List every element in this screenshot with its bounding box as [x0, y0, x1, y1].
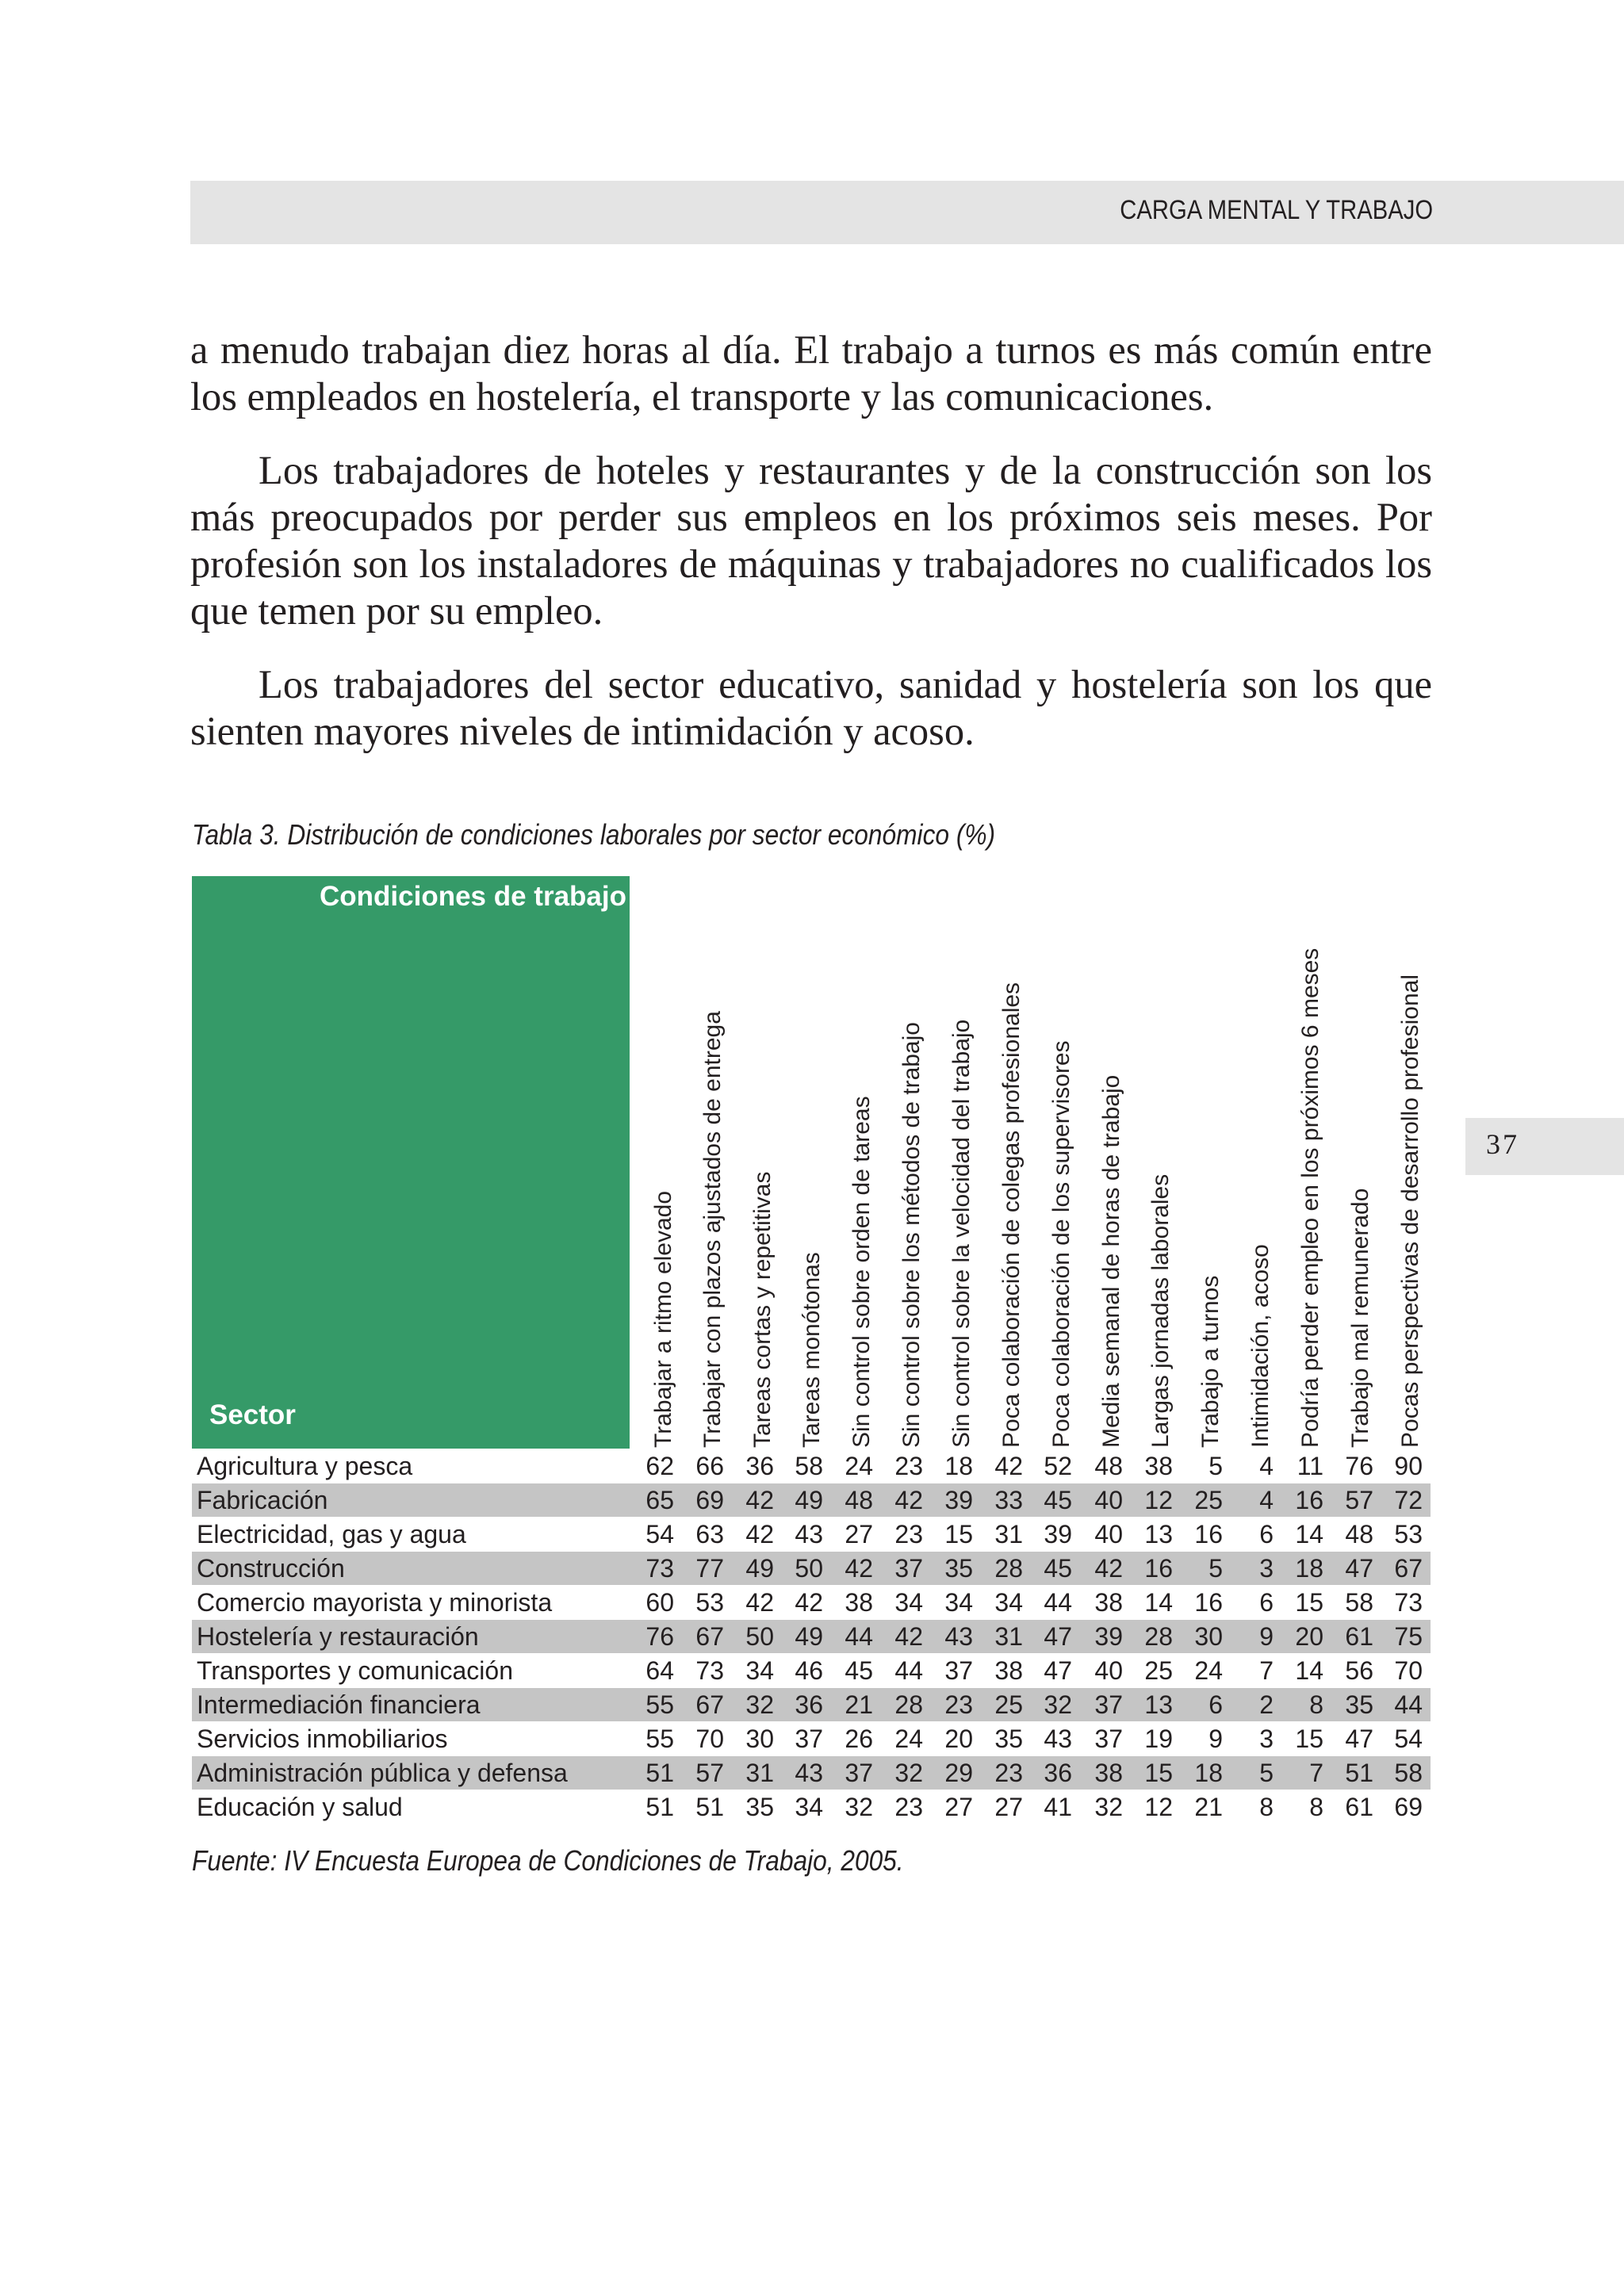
table-cell: 40 [1094, 1486, 1123, 1514]
table-cell: 90 [1394, 1452, 1423, 1480]
table-cell: 23 [894, 1452, 923, 1480]
table-cell: 55 [645, 1690, 674, 1719]
table-cell: 20 [1295, 1622, 1323, 1651]
table-row-sector: Agricultura y pesca [197, 1452, 413, 1480]
table-row-sector: Intermediación financiera [197, 1690, 481, 1719]
table-cell: 25 [1194, 1486, 1223, 1514]
table-cell: 35 [1345, 1690, 1373, 1719]
table-row-sector: Administración pública y defensa [197, 1759, 568, 1787]
table-cell: 37 [1094, 1690, 1123, 1719]
table-cell: 65 [645, 1486, 674, 1514]
table-cell: 58 [795, 1452, 823, 1480]
table-cell: 18 [944, 1452, 973, 1480]
table-cell: 35 [944, 1554, 973, 1583]
table-cell: 14 [1295, 1520, 1323, 1548]
table-cell: 30 [1194, 1622, 1223, 1651]
table-row-sector: Servicios inmobiliarios [197, 1725, 448, 1753]
table-cell: 5 [1208, 1452, 1223, 1480]
table-row-sector: Construcción [197, 1554, 345, 1583]
table-cell: 31 [745, 1759, 774, 1787]
table-cell: 69 [1394, 1793, 1423, 1821]
paragraph: Los trabajadores del sector educativo, sanidad y hostelería son los que sienten mayores niveles de intimidación y acoso. [190, 662, 1432, 753]
running-header-title: CARGA MENTAL Y TRABAJO [1120, 195, 1433, 225]
table-cell: 36 [1044, 1759, 1072, 1787]
table-cell: 53 [1394, 1520, 1423, 1548]
table-cell: 20 [944, 1725, 973, 1753]
table-cell: 28 [1144, 1622, 1173, 1651]
table-cell: 42 [745, 1588, 774, 1617]
table-row-sector: Fabricación [197, 1486, 328, 1514]
table-cell: 73 [1394, 1588, 1423, 1617]
table-cell: 37 [795, 1725, 823, 1753]
table-cell: 60 [645, 1588, 674, 1617]
table-cell: 57 [1345, 1486, 1373, 1514]
table-cell: 47 [1044, 1622, 1072, 1651]
table-row-sector: Transportes y comunicación [197, 1656, 513, 1685]
table-cell: 6 [1259, 1520, 1274, 1548]
column-header [895, 877, 929, 1448]
column-header-label: Sin control sobre la velocidad del trabajo [948, 1019, 975, 1448]
table-cell: 9 [1208, 1725, 1223, 1753]
column-header-label: Trabajar a ritmo elevado [650, 1190, 676, 1448]
table-cell: 6 [1259, 1588, 1274, 1617]
table-cell: 73 [645, 1554, 674, 1583]
table-cell: 4 [1259, 1452, 1274, 1480]
column-header-label: Media semanal de horas de trabajo [1098, 1074, 1124, 1448]
page-number: 37 [1486, 1128, 1519, 1160]
table-cell: 45 [1044, 1554, 1072, 1583]
table-cell: 49 [745, 1554, 774, 1583]
table-cell: 76 [645, 1622, 674, 1651]
column-header-label: Poca colaboración de colegas profesionales [998, 982, 1025, 1448]
table-corner-header [192, 876, 630, 1449]
table-cell: 48 [845, 1486, 873, 1514]
table-cell: 56 [1345, 1656, 1373, 1685]
column-header [1244, 877, 1277, 1448]
table-cell: 39 [1044, 1520, 1072, 1548]
table-cell: 34 [994, 1588, 1023, 1617]
table-cell: 62 [645, 1452, 674, 1480]
table-cell: 12 [1144, 1486, 1173, 1514]
table-cell: 49 [795, 1622, 823, 1651]
table-cell: 77 [695, 1554, 724, 1583]
table-cell: 7 [1309, 1759, 1323, 1787]
table-cell: 44 [1394, 1690, 1423, 1719]
table-cell: 49 [795, 1486, 823, 1514]
table-cell: 42 [845, 1554, 873, 1583]
table-cell: 63 [695, 1520, 724, 1548]
table-cell: 51 [1345, 1759, 1373, 1787]
paragraph: Los trabajadores de hoteles y restaurantes y de la construcción son los más preocupados por perder sus empleos en los próximos seis meses. Por profesión son los instaladores de máquinas y trabajadores no cualificados los que temen por su empleo. [190, 448, 1432, 633]
table-cell: 42 [745, 1520, 774, 1548]
table-cell: 32 [1044, 1690, 1072, 1719]
table-cell: 73 [695, 1656, 724, 1685]
table-cell: 47 [1345, 1554, 1373, 1583]
table-cell: 30 [745, 1725, 774, 1753]
table-cell: 48 [1094, 1452, 1123, 1480]
table-cell: 24 [845, 1452, 873, 1480]
table-cell: 34 [944, 1588, 973, 1617]
column-header [995, 877, 1028, 1448]
table-cell: 39 [1094, 1622, 1123, 1651]
table-cell: 51 [695, 1793, 724, 1821]
column-header [647, 877, 680, 1448]
table-cell: 38 [1094, 1759, 1123, 1787]
table-cell: 35 [994, 1725, 1023, 1753]
conditions-heading: Condiciones de trabajo [320, 881, 626, 912]
table-cell: 32 [745, 1690, 774, 1719]
column-header-label: Sin control sobre orden de tareas [848, 1096, 875, 1448]
table-cell: 37 [894, 1554, 923, 1583]
table-cell: 29 [944, 1759, 973, 1787]
table-cell: 32 [1094, 1793, 1123, 1821]
table-cell: 69 [695, 1486, 724, 1514]
table-cell: 16 [1194, 1588, 1223, 1617]
table-cell: 43 [795, 1759, 823, 1787]
table-cell: 54 [645, 1520, 674, 1548]
table-cell: 21 [845, 1690, 873, 1719]
table-cell: 14 [1144, 1588, 1173, 1617]
table-cell: 43 [944, 1622, 973, 1651]
column-header-label: Sin control sobre los métodos de trabajo [898, 1022, 925, 1448]
column-header [1394, 877, 1427, 1448]
table-cell: 27 [845, 1520, 873, 1548]
table-cell: 7 [1259, 1656, 1274, 1685]
table-cell: 3 [1259, 1725, 1274, 1753]
column-header-label: Trabajo mal remunerado [1347, 1188, 1373, 1448]
table-row-sector: Electricidad, gas y agua [197, 1520, 466, 1548]
table-cell: 61 [1345, 1622, 1373, 1651]
table-cell: 15 [1144, 1759, 1173, 1787]
table-cell: 75 [1394, 1622, 1423, 1651]
table-cell: 66 [695, 1452, 724, 1480]
table-cell: 42 [745, 1486, 774, 1514]
table-cell: 18 [1295, 1554, 1323, 1583]
column-header-label: Trabajo a turnos [1197, 1275, 1224, 1448]
table-cell: 8 [1309, 1690, 1323, 1719]
table-cell: 21 [1194, 1793, 1223, 1821]
table-cell: 67 [1394, 1554, 1423, 1583]
table-cell: 34 [745, 1656, 774, 1685]
table-cell: 23 [944, 1690, 973, 1719]
table-cell: 23 [994, 1759, 1023, 1787]
table-caption: Tabla 3. Distribución de condiciones laborales por sector económico (%) [192, 818, 996, 851]
table-cell: 23 [894, 1520, 923, 1548]
table-cell: 5 [1208, 1554, 1223, 1583]
table-cell: 55 [645, 1725, 674, 1753]
table-cell: 37 [845, 1759, 873, 1787]
table-cell: 25 [994, 1690, 1023, 1719]
table-cell: 31 [994, 1622, 1023, 1651]
table-cell: 38 [845, 1588, 873, 1617]
table-cell: 36 [745, 1452, 774, 1480]
table-cell: 31 [994, 1520, 1023, 1548]
table-cell: 38 [1144, 1452, 1173, 1480]
table-cell: 11 [1297, 1452, 1323, 1480]
table-cell: 27 [944, 1793, 973, 1821]
column-header-label: Trabajar con plazos ajustados de entrega [699, 1011, 726, 1448]
table-cell: 50 [745, 1622, 774, 1651]
table-cell: 35 [745, 1793, 774, 1821]
column-header [1095, 877, 1128, 1448]
table-cell: 32 [845, 1793, 873, 1821]
table-cell: 13 [1144, 1690, 1173, 1719]
column-header [746, 877, 779, 1448]
table-cell: 37 [944, 1656, 973, 1685]
table-cell: 16 [1144, 1554, 1173, 1583]
table-row-sector: Educación y salud [197, 1793, 403, 1821]
table-cell: 15 [944, 1520, 973, 1548]
table-cell: 37 [1094, 1725, 1123, 1753]
column-header-label: Tareas monótonas [799, 1252, 825, 1448]
table-cell: 16 [1295, 1486, 1323, 1514]
table-cell: 39 [944, 1486, 973, 1514]
table-cell: 32 [894, 1759, 923, 1787]
table-cell: 34 [795, 1793, 823, 1821]
table-cell: 8 [1309, 1793, 1323, 1821]
column-header-label: Podría perder empleo en los próximos 6 meses [1297, 947, 1323, 1448]
table-cell: 5 [1259, 1759, 1274, 1787]
column-header [1144, 877, 1178, 1448]
table-cell: 33 [994, 1486, 1023, 1514]
column-header-label: Intimidación, acoso [1247, 1244, 1274, 1448]
table-cell: 27 [994, 1793, 1023, 1821]
column-header [845, 877, 879, 1448]
table-cell: 23 [894, 1793, 923, 1821]
table-cell: 42 [795, 1588, 823, 1617]
table-cell: 45 [845, 1656, 873, 1685]
table-cell: 28 [994, 1554, 1023, 1583]
table-cell: 76 [1345, 1452, 1373, 1480]
table-cell: 24 [1194, 1656, 1223, 1685]
table-cell: 42 [1094, 1554, 1123, 1583]
table-cell: 42 [894, 1486, 923, 1514]
table-cell: 44 [845, 1622, 873, 1651]
table-cell: 6 [1208, 1690, 1223, 1719]
column-header-label: Largas jornadas laborales [1147, 1173, 1174, 1448]
column-header [795, 877, 829, 1448]
table-cell: 70 [695, 1725, 724, 1753]
table-cell: 44 [1044, 1588, 1072, 1617]
table-cell: 58 [1345, 1588, 1373, 1617]
column-header [696, 877, 730, 1448]
table-cell: 47 [1345, 1725, 1373, 1753]
column-header [1194, 877, 1228, 1448]
table-cell: 13 [1144, 1520, 1173, 1548]
table-row-sector: Comercio mayorista y minorista [197, 1588, 553, 1617]
table-cell: 16 [1194, 1520, 1223, 1548]
sector-heading: Sector [209, 1399, 296, 1430]
table-cell: 40 [1094, 1656, 1123, 1685]
table-cell: 40 [1094, 1520, 1123, 1548]
table-cell: 51 [645, 1759, 674, 1787]
table-source: Fuente: IV Encuesta Europea de Condiciones de Trabajo, 2005. [192, 1844, 904, 1877]
table-cell: 47 [1044, 1656, 1072, 1685]
table-cell: 67 [695, 1690, 724, 1719]
table-cell: 24 [894, 1725, 923, 1753]
column-header [1294, 877, 1327, 1448]
table-cell: 45 [1044, 1486, 1072, 1514]
table-cell: 52 [1044, 1452, 1072, 1480]
column-header-label: Poca colaboración de los supervisores [1048, 1040, 1074, 1448]
table-cell: 26 [845, 1725, 873, 1753]
table-cell: 57 [695, 1759, 724, 1787]
table-cell: 61 [1345, 1793, 1373, 1821]
table-cell: 14 [1295, 1656, 1323, 1685]
table-cell: 58 [1394, 1759, 1423, 1787]
table-cell: 36 [795, 1690, 823, 1719]
column-header [1344, 877, 1377, 1448]
body-text [190, 327, 1432, 782]
table-cell: 4 [1259, 1486, 1274, 1514]
table-cell: 38 [994, 1656, 1023, 1685]
table-cell: 15 [1295, 1725, 1323, 1753]
table-cell: 46 [795, 1656, 823, 1685]
table-cell: 43 [1044, 1725, 1072, 1753]
table-cell: 54 [1394, 1725, 1423, 1753]
column-header-label: Pocas perspectivas de desarrollo profesional [1397, 974, 1423, 1448]
table-cell: 53 [695, 1588, 724, 1617]
table-cell: 42 [894, 1622, 923, 1651]
table-cell: 18 [1194, 1759, 1223, 1787]
table-cell: 44 [894, 1656, 923, 1685]
table-cell: 50 [795, 1554, 823, 1583]
table-cell: 8 [1259, 1793, 1274, 1821]
table-row-sector: Hostelería y restauración [197, 1622, 479, 1651]
table-cell: 72 [1394, 1486, 1423, 1514]
table-cell: 51 [645, 1793, 674, 1821]
column-header [945, 877, 979, 1448]
column-header-label: Tareas cortas y repetitivas [749, 1171, 776, 1448]
table-cell: 38 [1094, 1588, 1123, 1617]
table-cell: 2 [1259, 1690, 1274, 1719]
table-cell: 41 [1044, 1793, 1072, 1821]
table-cell: 34 [894, 1588, 923, 1617]
table-cell: 42 [994, 1452, 1023, 1480]
table-cell: 64 [645, 1656, 674, 1685]
table-cell: 15 [1295, 1588, 1323, 1617]
table-cell: 70 [1394, 1656, 1423, 1685]
table-cell: 28 [894, 1690, 923, 1719]
table-cell: 3 [1259, 1554, 1274, 1583]
table-cell: 48 [1345, 1520, 1373, 1548]
table-cell: 67 [695, 1622, 724, 1651]
table-cell: 25 [1144, 1656, 1173, 1685]
table-cell: 43 [795, 1520, 823, 1548]
paragraph: a menudo trabajan diez horas al día. El trabajo a turnos es más común entre los empleados en hostelería, el transporte y las comunicaciones. [190, 327, 1432, 419]
table-cell: 9 [1259, 1622, 1274, 1651]
table-cell: 12 [1144, 1793, 1173, 1821]
table-cell: 19 [1144, 1725, 1173, 1753]
column-header [1045, 877, 1078, 1448]
